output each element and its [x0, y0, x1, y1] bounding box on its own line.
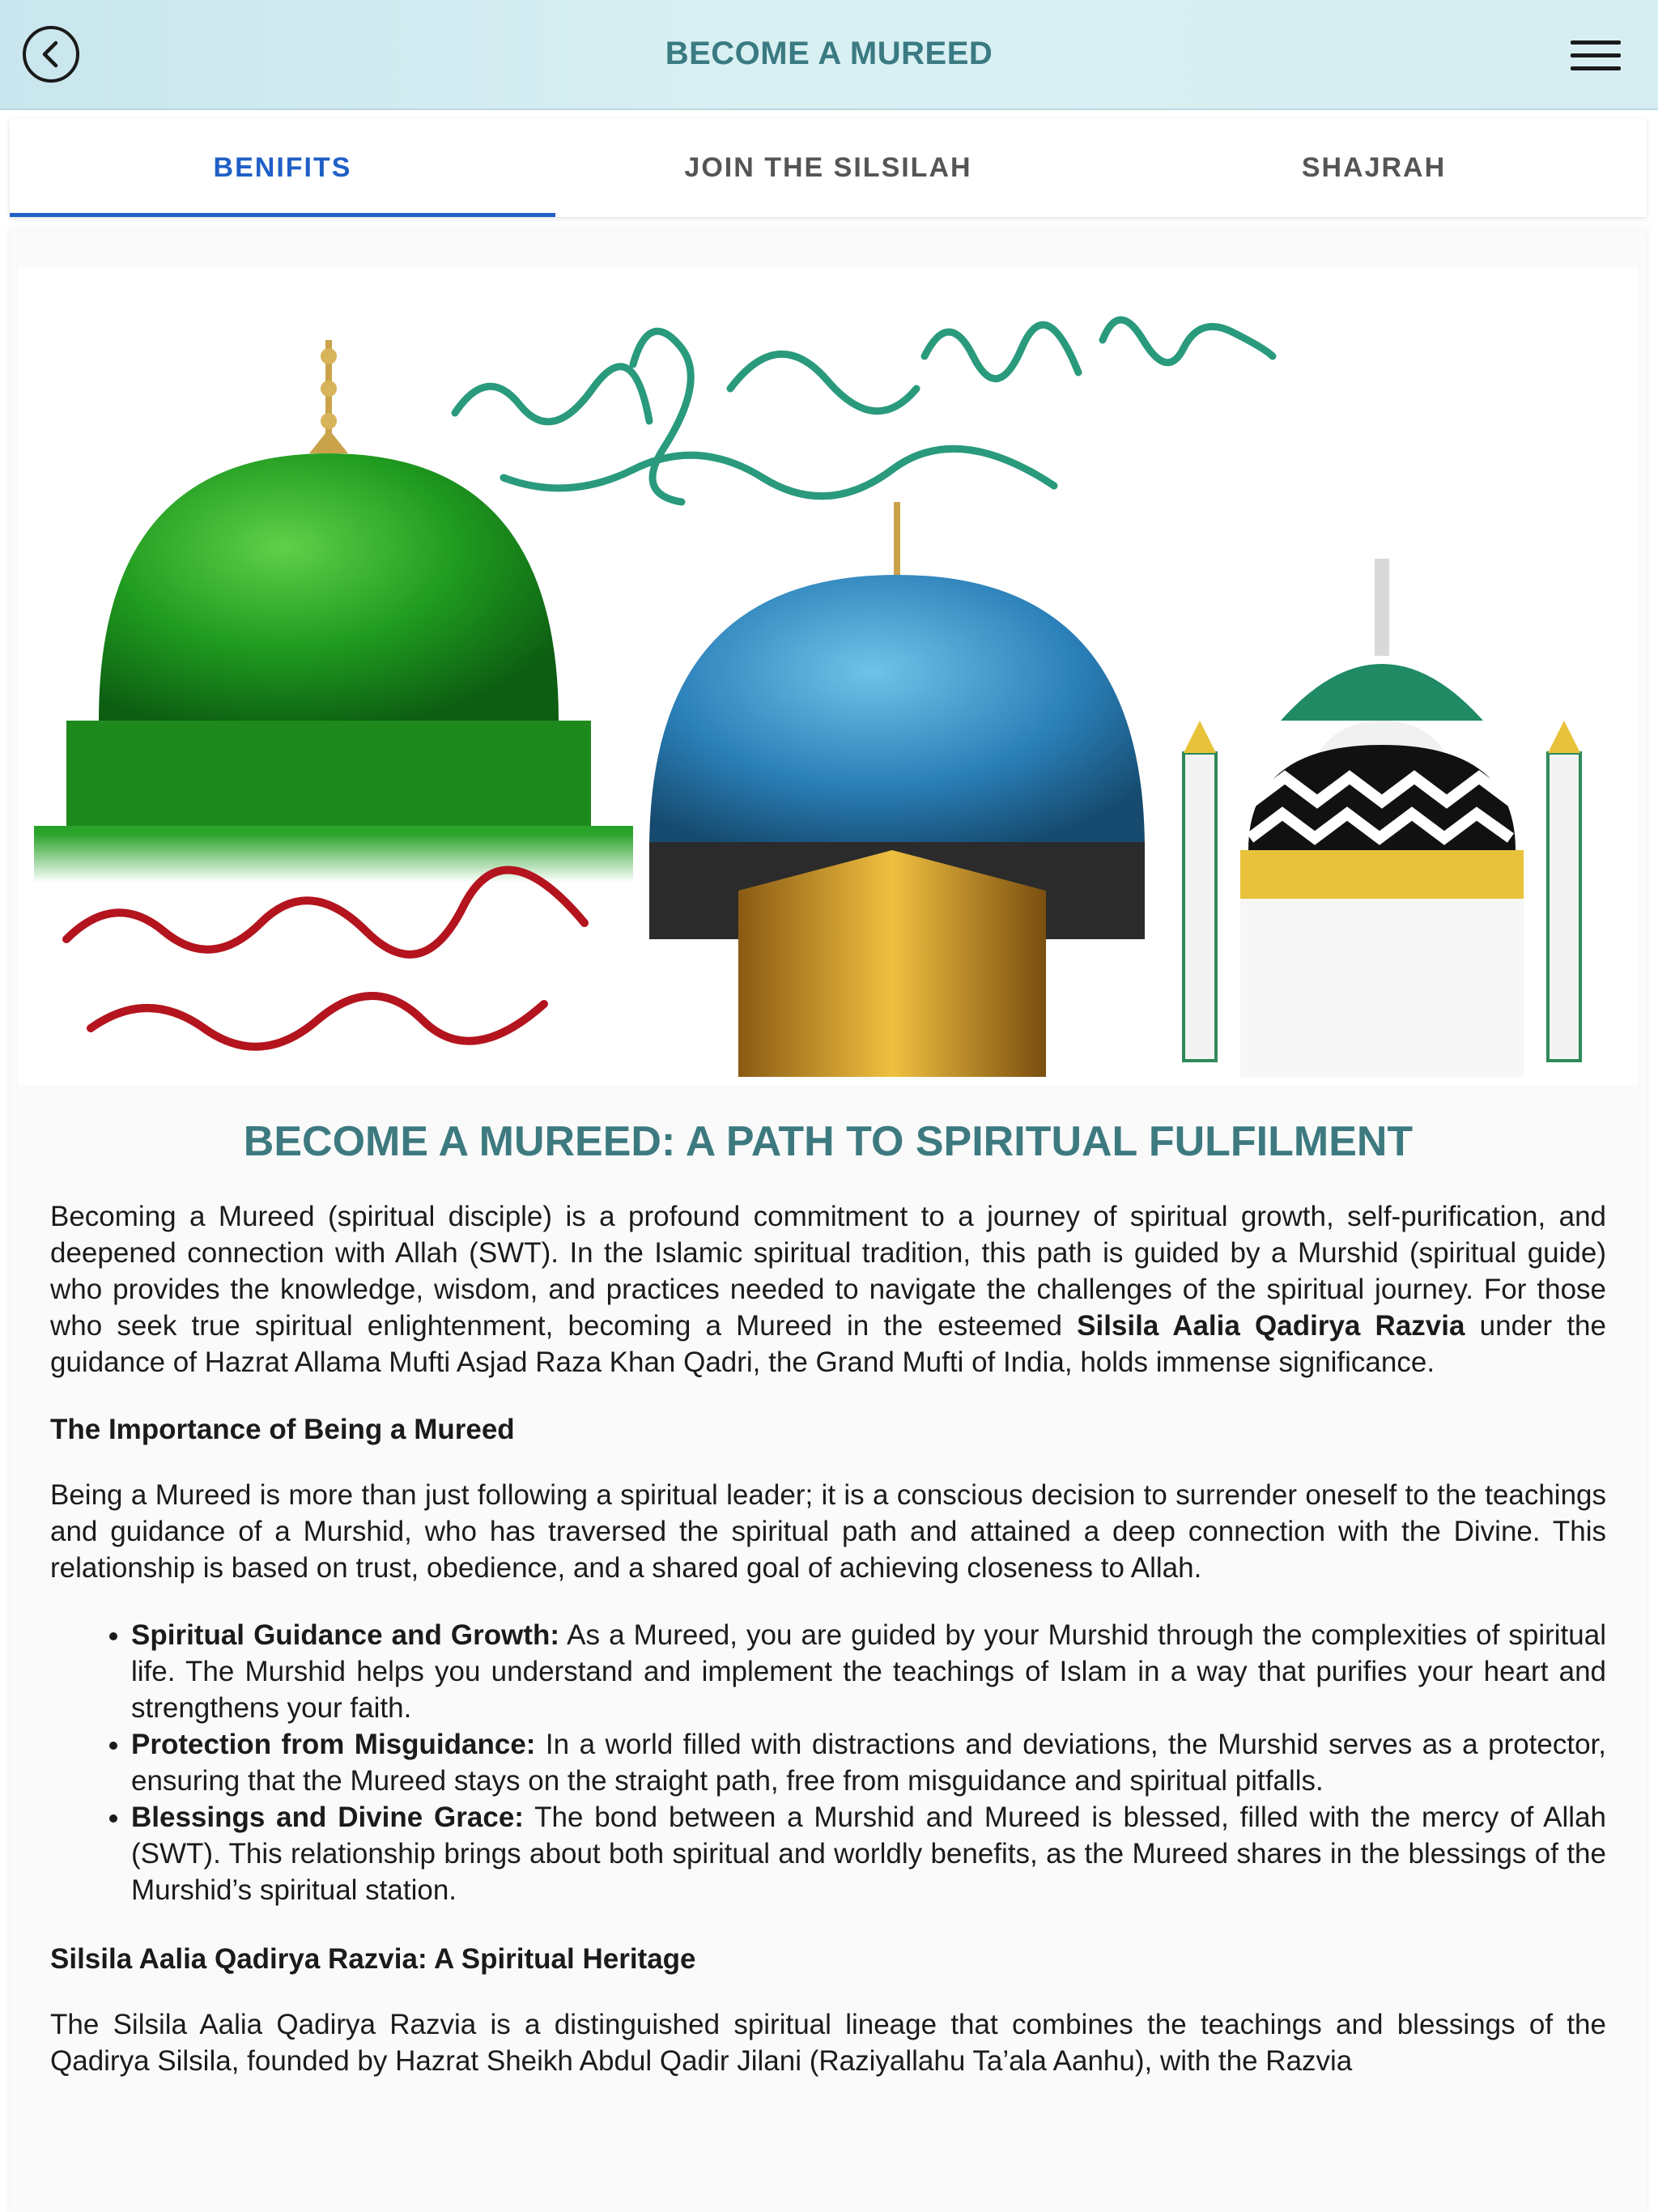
- zigzag-dome: [1184, 559, 1580, 1077]
- red-calligraphy: [66, 870, 585, 1047]
- intro-text-b: under the guidance of Hazrat Allama Mufti Asjad Raza Khan Qadri, the Grand Mufti of India, holds immense significance.: [50, 1310, 1606, 1378]
- section-heading-heritage: Silsila Aalia Qadirya Razvia: A Spiritual Heritage: [50, 1943, 696, 1975]
- tab-shajrah[interactable]: SHAJRAH: [1301, 152, 1447, 183]
- calligraphy-banner: [455, 320, 1273, 502]
- page-title: BECOME A MUREED: [665, 36, 993, 71]
- blue-dome: [649, 502, 1145, 1077]
- list-item: • Protection from Misguidance: In a world filled with distractions and deviations, the Murshid serves as a protector, ensuring that the Mureed stays on the straight path, free from misguidance and spiritual pitfalls.: [131, 1726, 1606, 1799]
- content-panel: [10, 227, 1647, 2212]
- section-heading-importance: The Importance of Being a Mureed: [50, 1414, 515, 1445]
- hamburger-menu-icon[interactable]: [1571, 37, 1621, 73]
- intro-text-a: Becoming a Mureed (spiritual disciple) is a profound commitment to a journey of spiritual growth, self-purification, and deepened connection with Allah (SWT). In the Islamic spiritual tradition, this path is guided by a Murshid (spiritual guide) who provides the knowledge, wisdom, and practices needed to navigate the challenges of the spiritual journey. For those who seek true spiritual enlightenment, becoming a Mureed in the esteemed: [50, 1201, 1606, 1342]
- top-app-bar: [0, 0, 1658, 110]
- hero-banner-image: [18, 267, 1639, 1085]
- tab-bar: [10, 118, 1647, 217]
- article-body: [50, 1117, 1606, 2110]
- list-item: • Blessings and Divine Grace: The bond between a Murshid and Mureed is blessed, filled with the mercy of Allah (SWT). This relationship brings about both spiritual and worldly benefits, as the Mureed shares in the blessings of the Murshid’s spiritual station.: [131, 1799, 1606, 1908]
- intro-bold-text: Silsila Aalia Qadirya Razvia: [1077, 1310, 1465, 1342]
- intro-paragraph: [50, 1198, 1606, 1380]
- benefits-list: [50, 1617, 1606, 1908]
- article-title: BECOME A MUREED: A PATH TO SPIRITUAL FULFILMENT: [243, 1118, 1414, 1165]
- section-paragraph-importance: Being a Mureed is more than just following a spiritual leader; it is a conscious decision to surrender oneself to the teachings and guidance of a Murshid, who has traversed the spiritual path and attained a deep connection with the Divine. This relationship is based on trust, obedience, and a shared goal of achieving closeness to Allah.: [50, 1479, 1606, 1584]
- list-item: • Spiritual Guidance and Growth: As a Mureed, you are guided by your Murshid through the complexities of spiritual life. The Murshid helps you understand and implement the teachings of Islam in a way that purifies your heart and strengthens your faith.: [131, 1617, 1606, 1726]
- tab-benifits[interactable]: BENIFITS: [10, 118, 555, 217]
- section-paragraph-heritage: The Silsila Aalia Qadirya Razvia is a distinguished spiritual lineage that combines the teachings and blessings of the Qadirya Silsila, founded by Hazrat Sheikh Abdul Qadir Jilani (Raziyallahu Ta’ala Aanhu), with the Razvia: [50, 2009, 1606, 2077]
- tab-join-the-silsilah[interactable]: JOIN THE SILSILAH: [684, 152, 972, 183]
- domes-illustration: [18, 267, 1639, 1085]
